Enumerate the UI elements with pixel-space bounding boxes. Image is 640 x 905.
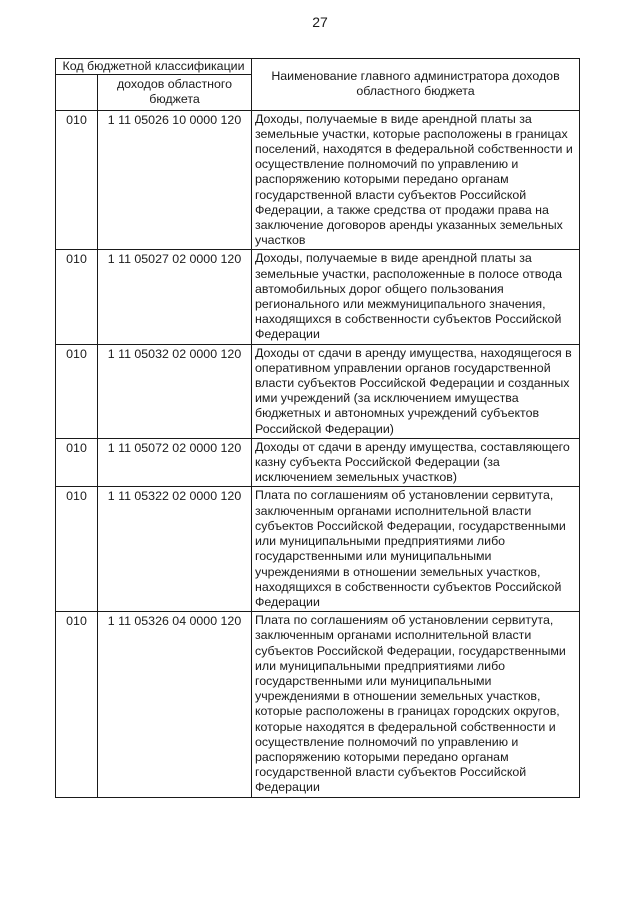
row-admin-code: 010 — [56, 612, 98, 797]
row-revenue-code: 1 11 05026 10 0000 120 — [98, 110, 252, 250]
header-admin-code-cell — [56, 75, 98, 110]
table-row — [56, 438, 580, 487]
row-revenue-name: Плата по соглашениям об установлении сервитута, заключенным органами исполнительной власти субъектов Российской Федерации, государственными или муниципальными предприятиями либо государственными или муниципальными учреждениями в отношении земельных участков, находящихся в собственности субъектов Российской Федерации — [252, 487, 580, 612]
row-revenue-name: Плата по соглашениям об установлении сервитута, заключенным органами исполнительной власти субъектов Российской Федерации, государственными или муниципальными предприятиями либо государственными или муниципальными учреждениями в отношении земельных участков, которые расположены в границах городских округов, которые находятся в федеральной собственности и осуществление полномочий по управлению и распоряжению которыми передано органам государственной власти субъектов Российской Федерации — [252, 612, 580, 797]
row-admin-code: 010 — [56, 344, 98, 438]
header-administrator-name: Наименование главного администратора доходов областного бюджета — [252, 59, 580, 111]
row-admin-code: 010 — [56, 250, 98, 344]
table-header-row — [56, 59, 580, 75]
table-row — [56, 612, 580, 797]
header-budget-classification-code: Код бюджетной классификации — [56, 59, 252, 75]
row-admin-code: 010 — [56, 487, 98, 612]
row-revenue-code: 1 11 05027 02 0000 120 — [98, 250, 252, 344]
row-revenue-name: Доходы от сдачи в аренду имущества, находящегося в оперативном управлении органов государственной власти субъектов Российской Федерации и созданных ими учреждений (за исключением имущества бюджетных и автономных учреждений субъектов Российской Федерации) — [252, 344, 580, 438]
row-revenue-name: Доходы от сдачи в аренду имущества, составляющего казну субъекта Российской Федерации (за исключением земельных участков) — [252, 438, 580, 487]
row-revenue-code: 1 11 05072 02 0000 120 — [98, 438, 252, 487]
row-revenue-code: 1 11 05322 02 0000 120 — [98, 487, 252, 612]
row-admin-code: 010 — [56, 110, 98, 250]
row-revenue-name: Доходы, получаемые в виде арендной платы за земельные участки, расположенные в полосе отвода автомобильных дорог общего пользования регионального или межмуниципального значения, находящихся в собственности субъектов Российской Федерации — [252, 250, 580, 344]
table-row — [56, 250, 580, 344]
table-row — [56, 344, 580, 438]
table-row — [56, 110, 580, 250]
page-number: 27 — [312, 14, 328, 30]
header-revenue-code: доходов областного бюджета — [98, 75, 252, 110]
row-revenue-code: 1 11 05326 04 0000 120 — [98, 612, 252, 797]
table-row — [56, 487, 580, 612]
row-revenue-code: 1 11 05032 02 0000 120 — [98, 344, 252, 438]
row-admin-code: 010 — [56, 438, 98, 487]
budget-classification-table — [55, 58, 580, 798]
row-revenue-name: Доходы, получаемые в виде арендной платы за земельные участки, которые расположены в границах поселений, находятся в федеральной собственности и осуществление полномочий по управлению и распоряжению которыми передано органам государственной власти субъектов Российской Федерации, а также средства от продажи права на заключение договоров аренды указанных земельных участков — [252, 110, 580, 250]
